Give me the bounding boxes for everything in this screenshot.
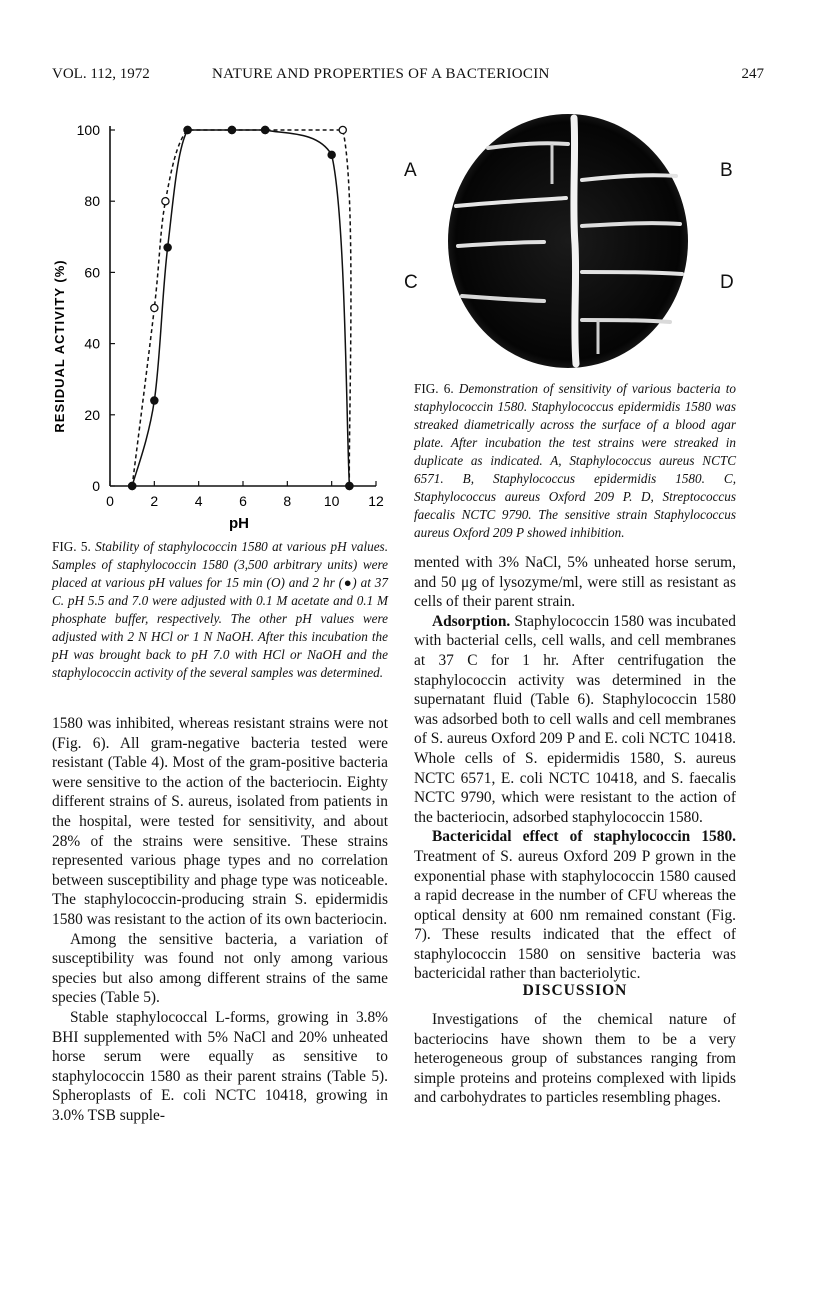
page-number: 247 bbox=[741, 66, 764, 82]
y-tick-label: 60 bbox=[84, 264, 100, 281]
plate-label-b: B bbox=[720, 160, 733, 181]
paragraph-sensitivity: 1580 was inhibited, whereas resistant strains were not (Fig. 6). All gram-negative bacteria tested were resistant (Table 4). Most of the gram-positive bacteria were sensitive to the action of the bacteriocin. Eighty different strains of S. aureus, isolated from patients in the hospital, were tested for sensitivity, and about 28% of the strains were sensitive. These strains represented various phage types and no correlation between susceptibility and phage type was noticeable. The staphylococcin-producing strain S. epidermidis 1580 was resistant to the action of its own bacteriocin. bbox=[52, 715, 388, 928]
data-point-filled bbox=[164, 244, 171, 251]
data-point-filled bbox=[228, 126, 235, 133]
paragraph-bactericidal bbox=[414, 827, 736, 984]
data-point-filled bbox=[262, 126, 269, 133]
y-tick-label: 20 bbox=[84, 406, 100, 423]
paragraph-discussion: Investigations of the chemical nature of bacteriocins have shown them to be a very heterogeneous group of substances ranging from simple proteins and proteins complexed with lipids and carbohydrates to particles resembling phages. bbox=[414, 1011, 736, 1107]
volume-info: VOL. 112, 1972 bbox=[52, 66, 150, 82]
figure-5-caption-text: Stability of staphylococcin 1580 at various pH values. Samples of staphylococcin 1580 (3,500 arbitrary units) were placed at various pH values for 15 min (O) and 2 hr (●) at 37 C. pH 5.5 and 7.0 were adjusted with 0.1 M acetate and 0.1 M phosphate buffer, respectively. The other pH values were adjusted with 2 N HCl or 1 N NaOH. After this incubation the pH was brought back to pH 7.0 with HCl or NaOH and the staphylococcin activity of the several samples was determined. bbox=[52, 539, 388, 680]
y-tick-label: 40 bbox=[84, 335, 100, 352]
data-point-filled bbox=[151, 397, 158, 404]
x-tick-label: 8 bbox=[283, 493, 292, 509]
x-tick-label: 4 bbox=[194, 493, 203, 509]
figure-6-photo bbox=[448, 114, 688, 368]
figure-6-caption bbox=[414, 380, 736, 542]
left-column-text bbox=[52, 714, 388, 1125]
data-point-open bbox=[151, 304, 158, 311]
right-column-text bbox=[414, 553, 736, 984]
bactericidal-heading: Bactericidal effect of staphylococcin 1580. bbox=[432, 828, 736, 846]
x-tick-label: 10 bbox=[323, 493, 340, 509]
plate-label-a: A bbox=[404, 160, 417, 181]
data-point-filled bbox=[129, 482, 136, 489]
data-point-open bbox=[339, 126, 346, 133]
paragraph-variation: Among the sensitive bacteria, a variation of susceptibility was found not only among various species but also among different strains of the same species (Table 5). bbox=[52, 930, 388, 1007]
adsorption-heading: Adsorption. bbox=[432, 612, 511, 630]
paragraph-spheroplasts-continued: mented with 3% NaCl, 5% unheated horse serum, and 50 μg of lysozyme/ml, were still as resistant as cells of their parent strain. bbox=[414, 554, 736, 611]
figure-5-caption bbox=[52, 538, 388, 682]
bactericidal-text: Treatment of S. aureus Oxford 209 P grown in the exponential phase with staphylococcin 1580 caused a rapid decrease in the number of CFU whereas the optical density at 600 nm remained constant (Fig. 7). These results indicated that the effect of staphylococcin 1580 on sensitive bacteria was bactericidal rather than bacteriolytic. bbox=[414, 847, 736, 983]
paragraph-adsorption bbox=[414, 612, 736, 828]
y-tick-label: 80 bbox=[84, 193, 100, 210]
data-point-filled bbox=[346, 482, 353, 489]
series-line-0 bbox=[132, 130, 351, 486]
discussion-text-block bbox=[414, 1010, 736, 1108]
paragraph-l-forms: Stable staphylococcal L-forms, growing in 3.8% BHI supplemented with 5% NaCl and 20% unheated horse serum were equally as sensitive to staphylococcin 1580 as their parent strains (Table 5). Spheroplasts of E. coli NCTC 10418, growing in 3.0% TSB supple- bbox=[52, 1008, 388, 1124]
series-line-1 bbox=[132, 130, 349, 486]
discussion-heading: DISCUSSION bbox=[522, 982, 628, 999]
data-point-filled bbox=[328, 151, 335, 158]
x-tick-label: 12 bbox=[368, 493, 384, 509]
plate-label-d: D bbox=[720, 272, 734, 293]
figure-6-label: FIG. 6. bbox=[414, 381, 454, 396]
figure-6-caption-text: Demonstration of sensitivity of various bacteria to staphylococcin 1580. Staphylococcus epidermidis 1580 was streaked diametrically across the surface of a blood agar plate. After incubation the test strains were streaked in duplicate as indicated. A, Staphylococcus aureus NCTC 6571. B, Staphylococcus epidermidis 1580. C, Staphylococcus aureus Oxford 209 P. D, Streptococcus faecalis NCTC 9790. The sensitive strain Staphylococcus aureus Oxford 209 P showed inhibition. bbox=[414, 381, 737, 540]
x-tick-label: 6 bbox=[239, 493, 247, 509]
figure-5-chart bbox=[46, 108, 396, 533]
y-axis-label: RESIDUAL ACTIVITY (%) bbox=[52, 259, 67, 433]
y-tick-label: 0 bbox=[92, 478, 100, 494]
x-axis-label: pH bbox=[229, 515, 249, 532]
y-tick-label: 100 bbox=[76, 122, 100, 138]
running-title: NATURE AND PROPERTIES OF A BACTERIOCIN bbox=[212, 66, 550, 82]
data-point-filled bbox=[184, 126, 191, 133]
adsorption-text: Staphylococcin 1580 was incubated with bacterial cells, cell walls, and cell membranes at 37 C for 1 hr. After centrifugation the staphylococcin activity was determined in the supernatant fluid (Table 6). Staphylococcin 1580 was adsorbed both to cell walls and cell membranes of S. aureus Oxford 209 P and E. coli NCTC 10418. Whole cells of S. epidermidis 1580, S. aureus NCTC 6571, E. coli NCTC 10418, and S. faecalis NCTC 9790, which were resistant to the action of the bacteriocin, adsorbed staphylococcin 1580. bbox=[414, 612, 736, 826]
x-tick-label: 2 bbox=[150, 493, 159, 509]
plate-label-c: C bbox=[404, 272, 418, 293]
chart-lines bbox=[132, 130, 351, 486]
blood-agar-plate-image bbox=[448, 114, 688, 368]
data-point-open bbox=[162, 198, 169, 205]
figure-5-label: FIG. 5. bbox=[52, 539, 91, 554]
chart-axes bbox=[77, 122, 384, 509]
x-tick-label: 0 bbox=[106, 493, 114, 509]
running-header bbox=[52, 66, 764, 90]
